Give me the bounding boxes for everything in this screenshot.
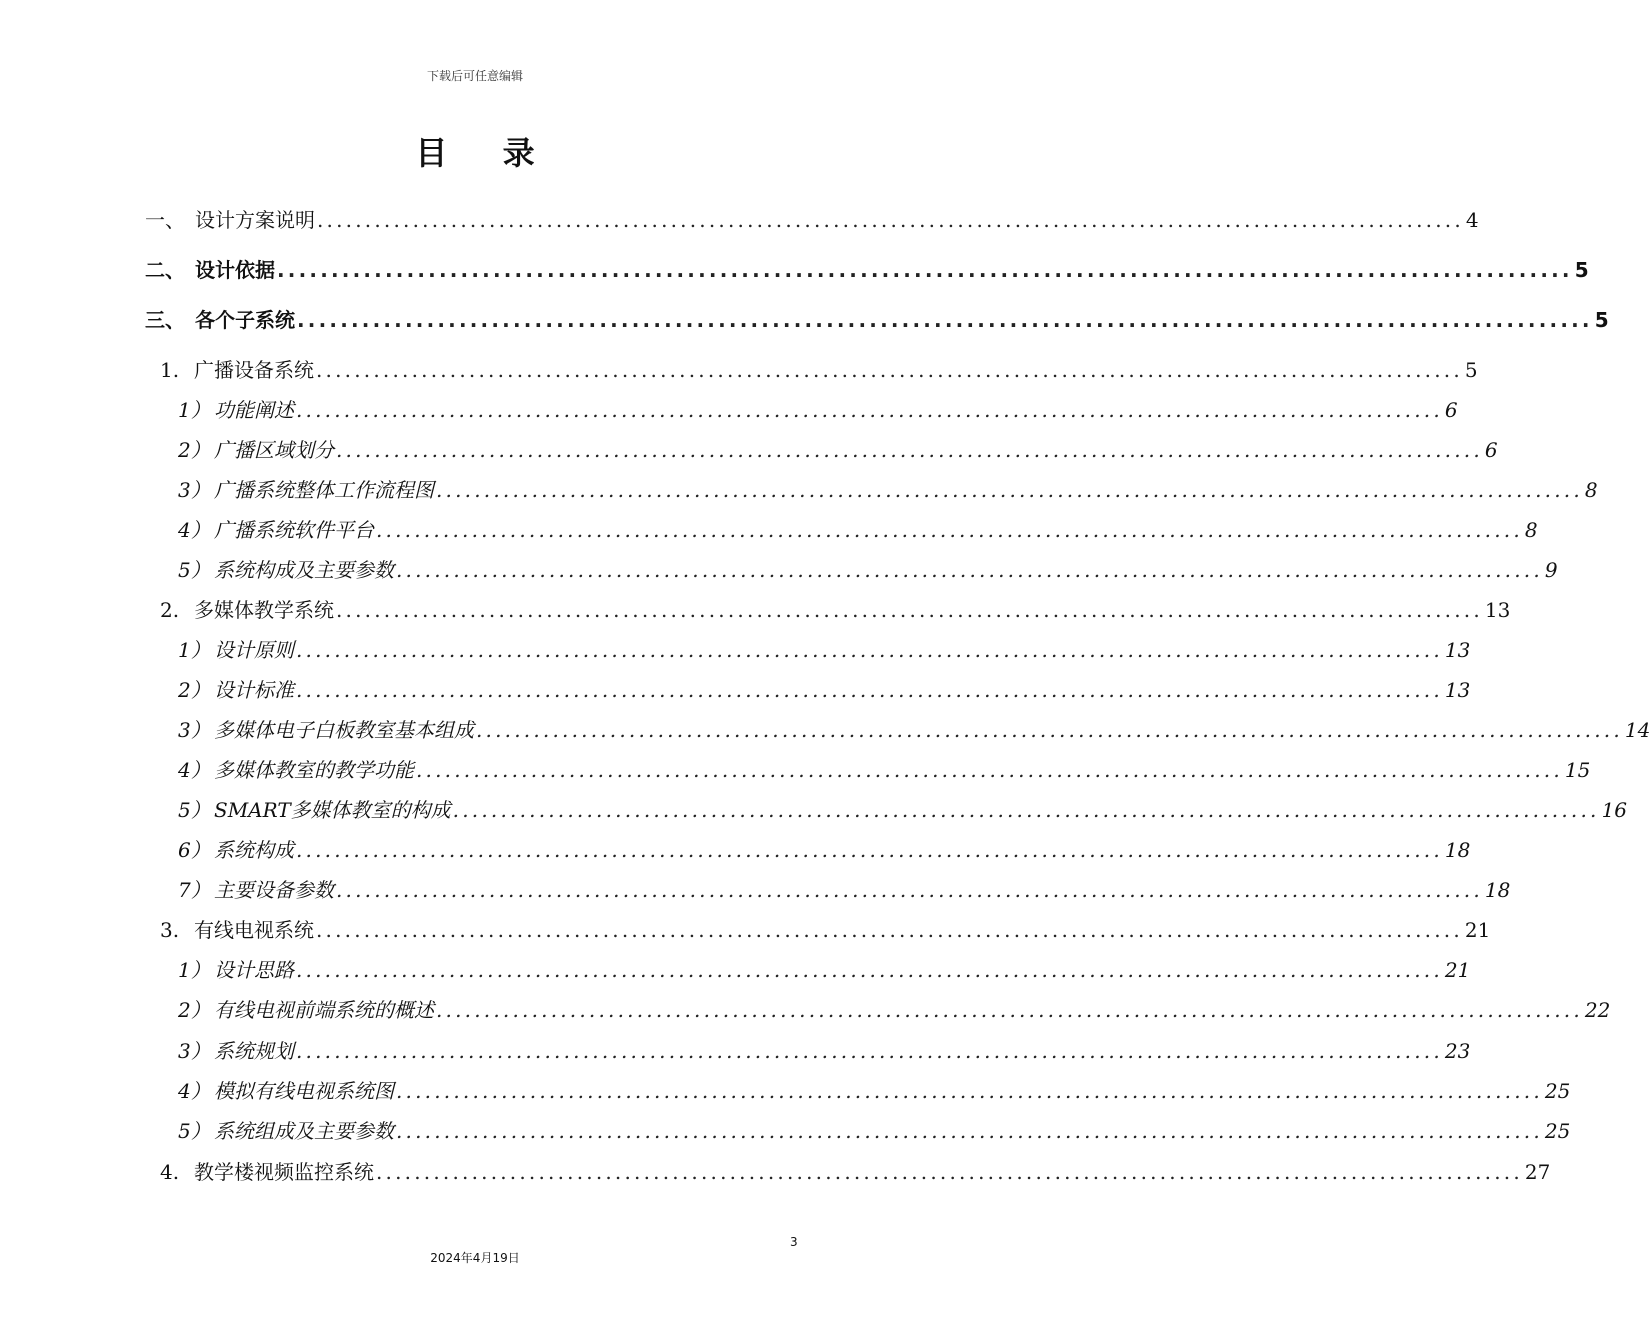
dot-leader: ........................................................................................................................ <box>316 918 1463 942</box>
dot-leader: ........................................................................................................................ <box>296 398 1443 422</box>
dot-leader: ........................................................................................................................ <box>436 478 1583 502</box>
toc-entry-number: 2） <box>178 678 211 702</box>
toc-entry-number: 1. <box>160 358 180 382</box>
toc-entry-page: 13 <box>1444 678 1471 702</box>
toc-entry-number: 三、 <box>145 308 185 332</box>
toc-entry-title: 广播区域划分 <box>214 438 334 462</box>
toc-entry-title: 系统构成 <box>214 838 294 862</box>
toc-entry-page: 18 <box>1484 878 1511 902</box>
dot-leader: ........................................................................................................................ <box>296 638 1443 662</box>
toc-entry[interactable] <box>178 1117 1571 1145</box>
page-number: 3 <box>790 1235 798 1249</box>
toc-entry-title: 广播系统软件平台 <box>214 518 374 542</box>
toc-entry[interactable] <box>145 306 1609 334</box>
toc-entry-number: 2） <box>178 438 211 462</box>
toc-entry-page: 9 <box>1544 558 1558 582</box>
dot-leader: ........................................................................................................................ <box>396 558 1543 582</box>
toc-entry-number: 2） <box>178 998 211 1022</box>
toc-entry-page: 13 <box>1444 638 1471 662</box>
toc-entry-page: 5 <box>1464 358 1478 382</box>
toc-title: 目 录 <box>415 134 557 172</box>
toc-entry[interactable] <box>160 356 1478 384</box>
toc-entry[interactable] <box>178 716 1650 744</box>
toc-entry-title: 系统组成及主要参数 <box>214 1119 394 1143</box>
toc-entry-title: 模拟有线电视系统图 <box>214 1079 394 1103</box>
toc-entry-number: 7） <box>178 878 211 902</box>
toc-entry-page: 25 <box>1544 1119 1571 1143</box>
toc-entry-page: 5 <box>1574 258 1589 282</box>
toc-entry-title: 广播系统整体工作流程图 <box>214 478 434 502</box>
toc-entry-title: 多媒体教学系统 <box>194 598 334 622</box>
toc-entry-title: 设计标准 <box>214 678 294 702</box>
toc-entry-page: 6 <box>1444 398 1458 422</box>
dot-leader: ........................................................................................................................ <box>396 1119 1543 1143</box>
toc-entry-page: 13 <box>1484 598 1511 622</box>
toc-entry-number: 6） <box>178 838 211 862</box>
toc-entry[interactable] <box>178 476 1598 504</box>
toc-entry-number: 5） <box>178 1119 211 1143</box>
dot-leader: ........................................................................................................................ <box>296 958 1443 982</box>
toc-entry-page: 25 <box>1544 1079 1571 1103</box>
toc-entry-number: 5） <box>178 558 211 582</box>
page-header: 下载后可任意编辑 <box>426 69 523 83</box>
toc-entry-number: 4） <box>178 758 211 782</box>
page-footer-date: 2024年4月19日 <box>430 1251 520 1265</box>
toc-entry[interactable] <box>178 676 1471 704</box>
toc-entry-page: 22 <box>1584 998 1611 1022</box>
dot-leader: ........................................................................................................................ <box>452 798 1600 822</box>
toc-entry-title: 设计依据 <box>195 258 275 282</box>
dot-leader: ........................................................................................................................ <box>396 1079 1543 1103</box>
dot-leader: ........................................................................................................................ <box>316 358 1463 382</box>
toc-entry-page: 5 <box>1594 308 1609 332</box>
toc-entry-number: 4） <box>178 1079 211 1103</box>
toc-entry-page: 8 <box>1524 518 1538 542</box>
toc-entry[interactable] <box>178 436 1498 464</box>
toc-entry-number: 二、 <box>145 258 185 282</box>
toc-entry-title: SMART多媒体教室的构成 <box>214 798 451 822</box>
toc-entry[interactable] <box>178 876 1511 904</box>
toc-entry-title: 多媒体教室的教学功能 <box>214 758 414 782</box>
toc-entry-title: 有线电视前端系统的概述 <box>214 998 434 1022</box>
dot-leader: ........................................................................................................................ <box>436 998 1583 1022</box>
toc-entry-page: 16 <box>1601 798 1628 822</box>
toc-entry-number: 2. <box>160 598 180 622</box>
dot-leader: ........................................................................................................................ <box>336 438 1483 462</box>
toc-entry[interactable] <box>178 1077 1571 1105</box>
dot-leader: ........................................................................................................................ <box>317 208 1464 232</box>
toc-entry-page: 15 <box>1564 758 1591 782</box>
dot-leader: ........................................................................................................................ <box>297 308 1593 332</box>
toc-entry-number: 1） <box>178 958 211 982</box>
dot-leader: ........................................................................................................................ <box>296 678 1443 702</box>
toc-entry-title: 有线电视系统 <box>194 918 314 942</box>
toc-entry[interactable] <box>178 636 1471 664</box>
toc-entry-title: 教学楼视频监控系统 <box>194 1160 374 1184</box>
toc-entry[interactable] <box>178 836 1471 864</box>
toc-entry-page: 27 <box>1524 1160 1551 1184</box>
toc-entry-number: 3） <box>178 478 211 502</box>
toc-entry-page: 8 <box>1584 478 1598 502</box>
toc-entry-number: 4. <box>160 1160 180 1184</box>
dot-leader: ........................................................................................................................ <box>336 598 1483 622</box>
toc-entry-title: 系统规划 <box>214 1039 294 1063</box>
toc-entry[interactable] <box>178 956 1471 984</box>
dot-leader: ........................................................................................................................ <box>376 1160 1523 1184</box>
toc-entry-number: 3） <box>178 1039 211 1063</box>
toc-entry-page: 21 <box>1444 958 1471 982</box>
toc-entry[interactable] <box>160 1158 1551 1186</box>
dot-leader: ........................................................................................................................ <box>416 758 1563 782</box>
dot-leader: ........................................................................................................................ <box>336 878 1483 902</box>
toc-entry[interactable] <box>145 256 1589 284</box>
dot-leader: ........................................................................................................................ <box>376 518 1523 542</box>
toc-entry-page: 14 <box>1624 718 1650 742</box>
toc-entry-page: 6 <box>1484 438 1498 462</box>
toc-entry-page: 23 <box>1444 1039 1471 1063</box>
toc-entry-title: 功能阐述 <box>214 398 294 422</box>
dot-leader: ........................................................................................................................ <box>296 1039 1443 1063</box>
toc-entry-page: 18 <box>1444 838 1471 862</box>
toc-entry-number: 1） <box>178 398 211 422</box>
toc-entry-number: 1） <box>178 638 211 662</box>
toc-entry-number: 3. <box>160 918 180 942</box>
toc-entry-title: 系统构成及主要参数 <box>214 558 394 582</box>
toc-entry-title: 多媒体电子白板教室基本组成 <box>214 718 474 742</box>
toc-entry[interactable] <box>145 206 1479 234</box>
toc-entry[interactable] <box>178 796 1628 824</box>
toc-entry-title: 设计原则 <box>214 638 294 662</box>
dot-leader: ........................................................................................................................ <box>296 838 1443 862</box>
toc-entry[interactable] <box>178 556 1558 584</box>
toc-entry[interactable] <box>178 756 1591 784</box>
toc-entry[interactable] <box>160 596 1511 624</box>
toc-entry-title: 设计思路 <box>214 958 294 982</box>
toc-entry[interactable] <box>160 916 1491 944</box>
dot-leader: ........................................................................................................................ <box>277 258 1573 282</box>
toc-entry-page: 4 <box>1465 208 1479 232</box>
toc-entry-title: 各个子系统 <box>195 308 295 332</box>
toc-entry-title: 主要设备参数 <box>214 878 334 902</box>
toc-entry[interactable] <box>178 996 1611 1024</box>
toc-entry-title: 设计方案说明 <box>195 208 315 232</box>
toc-entry-number: 5） <box>178 798 211 822</box>
dot-leader: ........................................................................................................................ <box>476 718 1623 742</box>
toc-entry-page: 21 <box>1464 918 1491 942</box>
toc-entry-number: 4） <box>178 518 211 542</box>
toc-entry-number: 一、 <box>145 208 185 232</box>
toc-entry-number: 3） <box>178 718 211 742</box>
toc-entry-title: 广播设备系统 <box>194 358 314 382</box>
toc-entry[interactable] <box>178 1037 1471 1065</box>
toc-entry[interactable] <box>178 516 1538 544</box>
toc-entry[interactable] <box>178 396 1458 424</box>
